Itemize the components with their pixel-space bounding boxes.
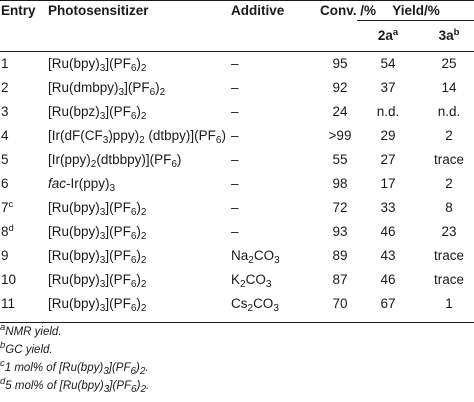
header-conversion: Conv. /% <box>320 3 377 18</box>
yield-2a-cell: 46 <box>380 272 396 287</box>
footnote-subscript: 2 <box>139 366 146 377</box>
additive-cell: – <box>231 104 239 119</box>
photosensitizer-subscript: 6 <box>215 135 222 146</box>
entry-cell: 1 <box>1 56 9 71</box>
yield-2a-cell: 27 <box>380 152 396 167</box>
photosensitizer-subscript: 6 <box>130 255 137 266</box>
entry-cell: 11 <box>1 296 16 311</box>
photosensitizer-subscript: 3 <box>99 111 106 122</box>
yield-2a-cell: 46 <box>380 224 396 239</box>
photosensitizer-subscript: 6 <box>130 279 137 290</box>
yield-3a-cell: 14 <box>441 80 457 95</box>
photosensitizer-subscript: 3 <box>99 63 106 74</box>
yield-rule <box>357 20 474 21</box>
footnote-subscript: 3 <box>103 384 110 395</box>
photosensitizer-subscript: 3 <box>102 135 109 146</box>
top-rule <box>0 0 474 1</box>
photosensitizer-subscript: 6 <box>149 87 156 98</box>
additive-subscript: 3 <box>265 279 272 290</box>
additive-cell: – <box>231 224 239 239</box>
conversion-cell: 98 <box>332 176 348 191</box>
header-3a-footnote-mark: b <box>453 27 460 38</box>
additive-subscript: 2 <box>240 279 246 290</box>
header-additive: Additive <box>231 3 285 18</box>
photosensitizer-subscript: 6 <box>130 303 137 314</box>
entry-cell: 8$^d$ <box>1 223 14 239</box>
yield-3a-cell: trace <box>433 272 464 287</box>
header-3a <box>424 28 474 43</box>
conversion-cell: 24 <box>332 104 348 119</box>
additive-subscript: 3 <box>274 255 280 266</box>
entry-cell: 5 <box>1 152 9 167</box>
photosensitizer-subscript: 3 <box>99 255 106 266</box>
photosensitizer-cell: $[Ru(bpz)_3](PF_6)_2$ <box>48 104 147 122</box>
yield-3a-cell: 2 <box>445 176 453 191</box>
photosensitizer-subscript: 2 <box>140 207 147 218</box>
photosensitizer-subscript: 3 <box>99 279 106 290</box>
footnote-mark: b <box>0 340 6 351</box>
photosensitizer-italic-prefix: fac <box>48 176 67 191</box>
photosensitizer-subscript: 3 <box>99 303 106 314</box>
yield-3a-cell: 23 <box>441 224 457 239</box>
additive-cell: – <box>231 176 239 191</box>
bottom-rule <box>0 322 474 323</box>
photosensitizer-cell: fac-$Ir(ppy)_3$ <box>48 176 116 194</box>
photosensitizer-subscript: 2 <box>139 135 145 146</box>
header-2a-label: 2a <box>377 28 393 43</box>
footnote-subscript: 6 <box>130 366 137 377</box>
yield-3a-cell: 8 <box>445 200 453 215</box>
header-2a <box>358 28 418 43</box>
conversion-cell: >99 <box>328 128 352 143</box>
photosensitizer-subscript: 6 <box>130 63 137 74</box>
entry-cell: 3 <box>1 104 9 119</box>
yield-2a-cell: 17 <box>380 176 396 191</box>
footnote-mark: a <box>0 322 6 333</box>
footnote: $^b$GC yield. <box>0 340 53 356</box>
header-2a-footnote-mark: a <box>392 27 399 38</box>
entry-cell: 4 <box>1 128 9 143</box>
additive-cell: – <box>231 152 239 167</box>
photosensitizer-cell: $[Ru(bpy)_3](PF_6)_2$ <box>48 224 147 242</box>
yield-2a-cell: 43 <box>380 248 396 263</box>
header-3a-label: 3a <box>438 28 454 43</box>
additive-cell: $K_2CO_3$ <box>231 272 272 290</box>
photosensitizer-subscript: 2 <box>140 111 147 122</box>
conversion-cell: 92 <box>332 80 348 95</box>
footnote-mark: c <box>0 358 5 369</box>
photosensitizer-subscript: 3 <box>99 207 106 218</box>
photosensitizer-subscript: 6 <box>130 111 137 122</box>
yield-3a-cell: trace <box>433 248 464 263</box>
photosensitizer-cell: $[Ru(dmbpy)_3](PF_6)_2$ <box>48 80 166 98</box>
yield-3a-cell: 2 <box>445 128 453 143</box>
photosensitizer-subscript: 2 <box>140 303 147 314</box>
photosensitizer-cell: $[Ru(bpy)_3](PF_6)_2$ <box>48 296 147 314</box>
additive-subscript: 2 <box>247 303 254 314</box>
yield-3a-cell: 1 <box>445 296 453 311</box>
entry-cell: 2 <box>1 80 9 95</box>
additive-cell: – <box>231 56 239 71</box>
photosensitizer-subscript: 2 <box>140 63 147 74</box>
additive-cell: $Na_2CO_3$ <box>231 248 280 266</box>
footnote: $^a$NMR yield. <box>0 322 62 338</box>
photosensitizer-cell: $[Ru(bpy)_3](PF_6)_2$ <box>48 56 147 74</box>
photosensitizer-subscript: 2 <box>90 159 97 170</box>
footnote: $^d$5 mol% of $[Ru(bpy)_3](PF_6)_2$. <box>0 376 150 395</box>
additive-cell: $Cs_2CO_3$ <box>231 296 279 314</box>
footnote-subscript: 3 <box>103 366 109 377</box>
footnote: $^c$1 mol% of $[Ru(bpy)_3](PF_6)_2$. <box>0 358 149 377</box>
conversion-cell: 87 <box>332 272 348 287</box>
yield-2a-cell: 29 <box>380 128 396 143</box>
header-photosensitizer: Photosensitizer <box>48 3 149 18</box>
photosensitizer-subscript: 3 <box>99 231 106 242</box>
footnote-subscript: 2 <box>140 384 146 395</box>
photosensitizer-cell: $[Ru(bpy)_3](PF_6)_2$ <box>48 272 147 290</box>
header-entry: Entry <box>1 3 36 18</box>
yield-3a-cell: 25 <box>441 56 457 71</box>
conversion-cell: 70 <box>332 296 348 311</box>
photosensitizer-subscript: 2 <box>159 87 166 98</box>
photosensitizer-subscript: 2 <box>140 255 147 266</box>
conversion-cell: 93 <box>332 224 348 239</box>
entry-footnote-mark: d <box>8 223 14 234</box>
additive-cell: – <box>231 200 239 215</box>
yield-2a-cell: 54 <box>380 56 396 71</box>
entry-footnote-mark: c <box>8 199 14 210</box>
entry-cell: 6 <box>1 176 9 191</box>
photosensitizer-cell: [$Ir(dF(CF_3)ppy)_2$ $(dtbpy)](PF_6)$ <box>48 128 226 146</box>
conversion-cell: 89 <box>332 248 348 263</box>
footnote-mark: d <box>0 376 6 387</box>
entry-cell: 9 <box>1 248 9 263</box>
header-bottom-rule <box>0 51 474 52</box>
yield-2a-cell: 37 <box>380 80 396 95</box>
photosensitizer-cell: $[Ru(bpy)_3](PF_6)_2$ <box>48 200 147 218</box>
additive-cell: – <box>231 128 239 143</box>
photosensitizer-subscript: 6 <box>130 231 137 242</box>
yield-2a-cell: 67 <box>380 296 396 311</box>
yield-2a-cell: 33 <box>380 200 396 215</box>
photosensitizer-subscript: 2 <box>140 279 147 290</box>
additive-subscript: 2 <box>248 255 254 266</box>
conversion-cell: 95 <box>332 56 348 71</box>
footnote-subscript: 6 <box>131 384 137 395</box>
additive-cell: – <box>231 80 239 95</box>
photosensitizer-subscript: 3 <box>109 183 116 194</box>
yield-2a-cell: n.d. <box>376 104 400 119</box>
photosensitizer-subscript: 3 <box>118 87 125 98</box>
photosensitizer-subscript: 6 <box>171 159 177 170</box>
conversion-cell: 72 <box>332 200 348 215</box>
entry-cell: 10 <box>1 272 17 287</box>
yield-3a-cell: n.d. <box>437 104 461 119</box>
photosensitizer-cell: $[Ir(ppy)_2(dtbbpy)](PF_6)$ <box>48 152 182 170</box>
additive-subscript: 3 <box>273 303 279 314</box>
photosensitizer-subscript: 6 <box>130 207 137 218</box>
conversion-cell: 55 <box>332 152 348 167</box>
yield-3a-cell: trace <box>433 152 464 167</box>
entry-cell: 7$^c$ <box>1 199 14 215</box>
header-yield: Yield/% <box>392 3 440 18</box>
photosensitizer-subscript: 2 <box>140 231 147 242</box>
photosensitizer-cell: $[Ru(bpy)_3](PF_6)_2$ <box>48 248 147 266</box>
